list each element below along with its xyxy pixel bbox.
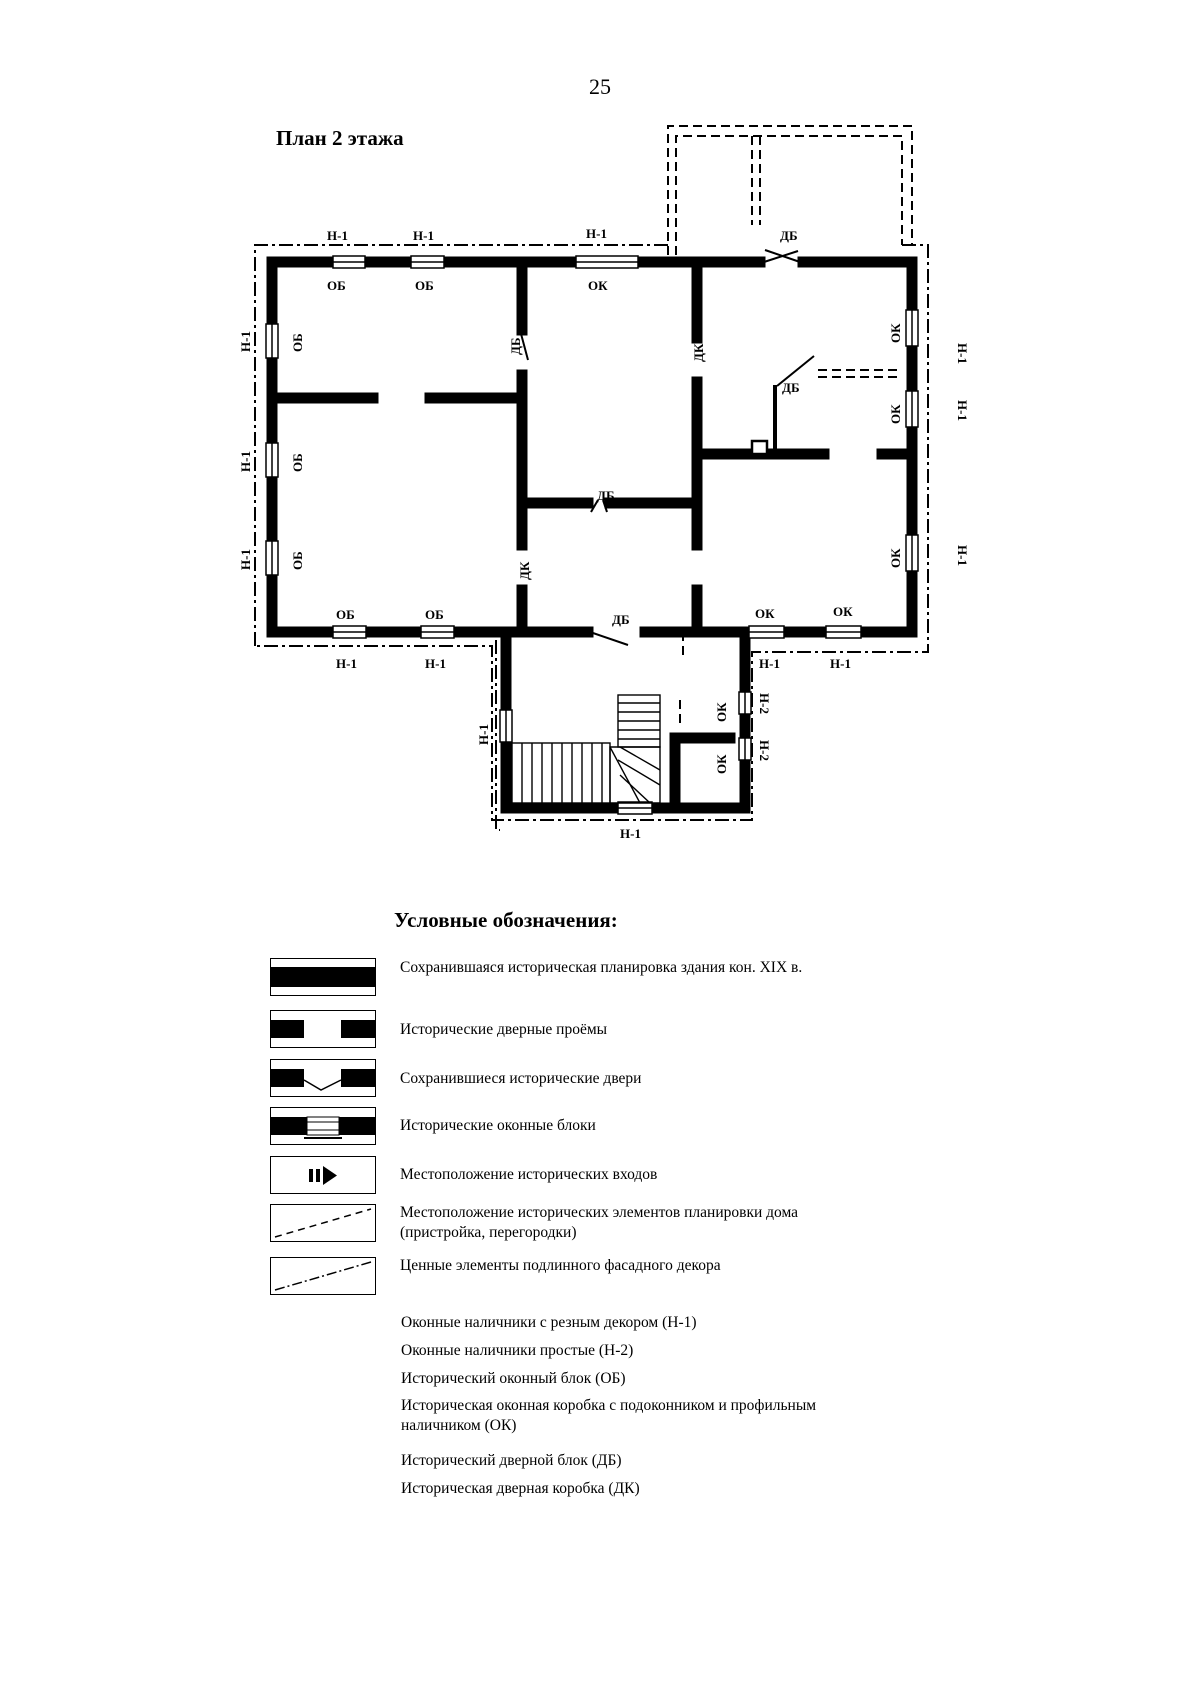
label-db: ДБ [597,488,615,503]
legend-item-text: Сохранившиеся исторические двери [400,1070,642,1087]
label-ok: ОК [714,754,729,774]
label-ok: ОК [888,548,903,568]
page-number: 25 [589,74,611,99]
label-ok: ОК [714,702,729,722]
label-n1: Н-1 [238,451,253,472]
label-ob: ОБ [327,278,346,293]
window-block-icon [270,1107,376,1145]
label-ok: ОК [755,606,775,621]
legend-text-item: Исторический дверной блок (ДБ) [401,1452,622,1469]
label-n1: Н-1 [238,549,253,570]
legend-item-text: Исторические дверные проёмы [400,1021,608,1038]
thin-partition [752,385,775,454]
label-n1: Н-1 [620,826,641,841]
label-n1: Н-1 [425,656,446,671]
label-n1: Н-1 [955,400,970,421]
label-db: ДБ [508,337,523,355]
label-n1: Н-1 [955,545,970,566]
solid-wall-icon [270,958,376,996]
label-n1: Н-1 [586,226,607,241]
legend-text-item: Оконные наличники с резным декором (Н-1) [401,1314,697,1331]
label-n1: Н-1 [336,656,357,671]
legend-text-item: Исторический оконный блок (ОБ) [401,1370,626,1387]
door-leaf-icon [270,1059,376,1097]
label-ok: ОК [888,323,903,343]
historic-walls [272,262,912,808]
label-ob: ОБ [415,278,434,293]
plan-labels [238,226,970,841]
label-db: ДБ [612,612,630,627]
door-leaves [520,250,814,645]
label-n1: Н-1 [238,331,253,352]
window-blocks [266,256,918,814]
label-dk: ДК [517,561,532,580]
legend-item-text: Ценные элементы подлинного фасадного декора [400,1257,721,1274]
staircase [512,695,660,803]
plan-title: План 2 этажа [276,126,404,150]
label-n1: Н-1 [759,656,780,671]
label-n1: Н-1 [327,228,348,243]
entrance-arrow-icon [270,1156,376,1194]
legend-item-text: Сохранившаяся историческая планировка здания кон. XIX в. [400,959,803,976]
label-ob: ОБ [290,551,305,570]
legend-text-item: Историческая дверная коробка (ДК) [401,1480,640,1497]
label-ok: ОК [833,604,853,619]
dash-dot-line-icon [270,1257,376,1295]
label-n2: Н-2 [757,740,772,761]
label-db: ДБ [782,380,800,395]
label-ok: ОК [588,278,608,293]
legend-item-text: Местоположение исторических элементов планировки дома (пристройка, перегородки) [400,1204,799,1241]
label-ob: ОБ [290,453,305,472]
legend-text-item: Историческая оконная коробка с подоконником и профильным наличником (ОК) [401,1397,817,1434]
label-n1: Н-1 [955,343,970,364]
label-n1: Н-1 [476,724,491,745]
facade-decor-outline [255,245,928,830]
legend-item-text: Исторические оконные блоки [400,1117,596,1134]
dashed-line-icon [270,1204,376,1242]
label-n2: Н-2 [757,693,772,714]
label-ob: ОБ [425,607,444,622]
door-opening-icon [270,1010,376,1048]
label-ob: ОБ [290,333,305,352]
legend-item-text: Местоположение исторических входов [400,1166,658,1183]
label-ok: ОК [888,404,903,424]
legend-title: Условные обозначения: [394,908,618,932]
label-dk: ДК [691,343,706,362]
label-n1: Н-1 [413,228,434,243]
label-db: ДБ [780,228,798,243]
label-n1: Н-1 [830,656,851,671]
legend-text-item: Оконные наличники простые (Н-2) [401,1342,634,1359]
label-ob: ОБ [336,607,355,622]
